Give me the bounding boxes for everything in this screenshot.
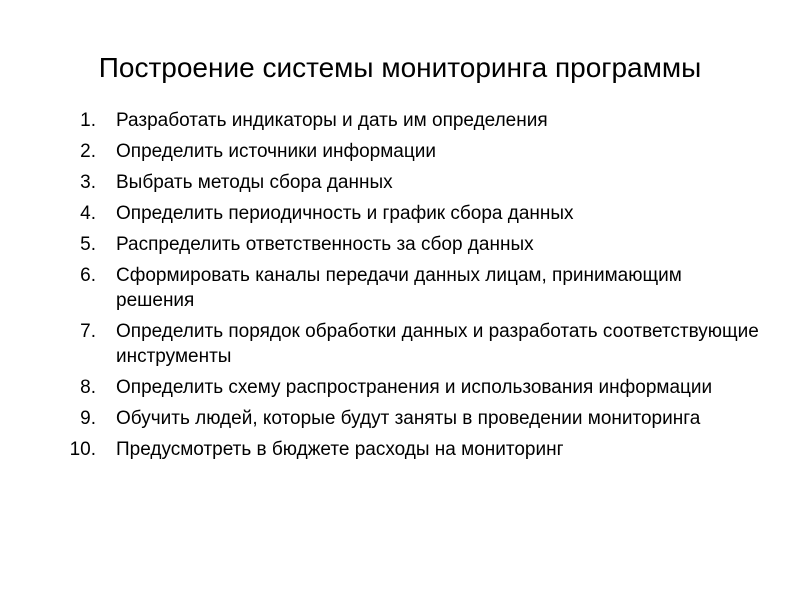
item-number: 8.	[80, 377, 96, 398]
list-item	[60, 437, 760, 462]
item-number: 3.	[80, 172, 96, 193]
item-text: Выбрать методы сбора данных	[116, 172, 393, 193]
list-item	[60, 406, 760, 431]
item-text: Определить источники информации	[116, 141, 436, 162]
item-number: 1.	[80, 110, 96, 131]
item-number: 9.	[80, 408, 96, 429]
list-item	[60, 232, 760, 257]
item-number: 5.	[80, 234, 96, 255]
item-text: Определить порядок обработки данных и разработать соответствующие инструменты	[116, 321, 759, 367]
steps-list	[60, 108, 760, 468]
item-text: Определить периодичность и график сбора данных	[116, 203, 574, 224]
item-text: Определить схему распространения и использования информации	[116, 377, 713, 398]
list-item	[60, 375, 760, 400]
item-text: Предусмотреть в бюджете расходы на мониторинг	[116, 439, 564, 460]
list-item	[60, 319, 760, 369]
item-number: 2.	[80, 141, 96, 162]
item-number: 10.	[69, 439, 96, 460]
list-item	[60, 201, 760, 226]
item-text: Разработать индикаторы и дать им определения	[116, 110, 548, 131]
slide-title: Построение системы мониторинга программы	[98, 52, 702, 83]
item-text: Сформировать каналы передачи данных лицам, принимающим решения	[116, 265, 682, 311]
list-item	[60, 170, 760, 195]
item-number: 4.	[80, 203, 96, 224]
list-item	[60, 108, 760, 133]
item-number: 7.	[80, 321, 96, 342]
item-number: 6.	[80, 265, 96, 286]
list-item	[60, 139, 760, 164]
item-text: Распределить ответственность за сбор данных	[116, 234, 534, 255]
item-text: Обучить людей, которые будут заняты в проведении мониторинга	[116, 408, 701, 429]
list-item	[60, 263, 760, 313]
